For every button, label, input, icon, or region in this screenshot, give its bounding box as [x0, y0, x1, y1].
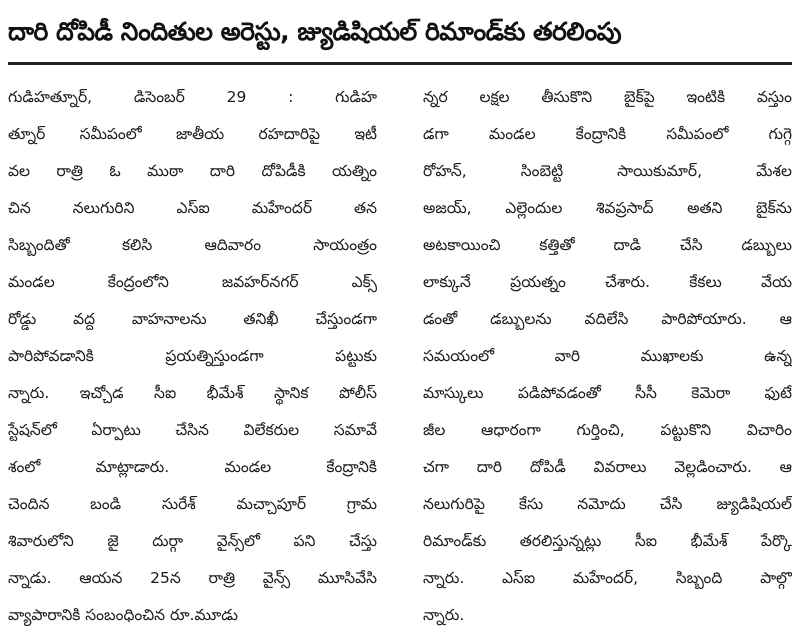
article-line: వల రాత్రి ఓ ముఠా దారి దోపిడీకి యత్నిం	[8, 162, 377, 180]
article-line: పారిపోవడానికి ప్రయత్నిస్తుండగా పట్టుకు	[8, 347, 377, 365]
article-line: అజయ్, ఎల్లెందుల శివప్రసాద్ అతని బైక్‌ను	[423, 199, 792, 217]
headline-divider	[8, 62, 792, 65]
article-line: న్నారు.	[423, 606, 465, 624]
article-line: సిబ్బందితో కలిసి ఆదివారం సాయంత్రం	[8, 236, 377, 254]
article-column-right	[417, 79, 792, 624]
article-line: మాస్కులు పడిపోవడంతో సీసీ కెమెరా ఫుటే	[423, 384, 792, 402]
article-line: న్నారు. ఎస్ఐ మహేందర్, సిబ్బంది పాల్గొ	[423, 569, 792, 587]
article-line: త్నూర్ సమీపంలో జాతీయ రహదారిపై ఇటీ	[8, 125, 377, 143]
article-line: శంలో మాట్లాడారు. మండల కేంద్రానికి	[8, 458, 377, 476]
article-line: చెందిన బండి సురేశ్ మచ్చాపూర్ గ్రామ	[8, 495, 377, 513]
article-line: జీల ఆధారంగా గుర్తించి, పట్టుకొని విచారిం	[423, 421, 792, 439]
article-line: అటకాయించి కత్తితో దాడి చేసి డబ్బులు	[423, 236, 792, 254]
article-line: మండల కేంద్రంలోని జవహర్‌నగర్ ఎక్స్	[8, 273, 377, 291]
article-body	[8, 79, 792, 624]
article-column-left	[8, 79, 383, 624]
article-line: రోహన్, సింబెట్టి సాయికుమార్, మేశల	[423, 162, 792, 180]
article-line: డగా మండల కేంద్రానికి సమీపంలో గుగ్గె	[423, 125, 792, 143]
article-line: న్నర లక్షల తీసుకొని బైక్‌పై ఇంటికి వస్తుం	[423, 88, 792, 106]
article-line: న్నాడు. ఆయన 25న రాత్రి వైన్స్ మూసివేసి	[8, 569, 377, 587]
article-line: నలుగురిపై కేసు నమోదు చేసి జ్యుడిషియల్	[423, 495, 792, 513]
article-line: రోడ్డు వద్ద వాహనాలను తనిఖీ చేస్తుండగా	[8, 310, 377, 328]
article-line: చిన నలుగురిని ఎస్ఐ మహేందర్ తన	[8, 199, 377, 217]
article-line: లాక్కునే ప్రయత్నం చేశారు. కేకలు వేయ	[423, 273, 792, 291]
article-line: సమయంలో వారి ముఖాలకు ఉన్న	[423, 347, 792, 365]
article-line: డంతో డబ్బులను వదిలేసి పారిపోయారు. ఆ	[423, 310, 792, 328]
article-line: చగా దారి దోపిడీ వివరాలు వెల్లడించారు. ఆ	[423, 458, 792, 476]
article-line: స్టేషన్‌లో ఏర్పాటు చేసిన విలేకరుల సమావే	[8, 421, 377, 439]
article-line: శివారులోని జై దుర్గా వైన్స్‌లో పని చేస్తు	[8, 532, 377, 550]
article-headline: దారి దోపిడీ నిందితుల అరెస్టు, జ్యుడిషియల్ రిమాండ్‌కు తరలింపు	[8, 17, 622, 46]
article-line: వ్యాపారానికి సంబంధించిన రూ.మూడు	[8, 606, 239, 624]
article-line: న్నారు. ఇచ్చోడ సీఐ భీమేశ్ స్థానిక పోలీస్	[8, 384, 377, 402]
article-line: రిమాండ్‌కు తరలిస్తున్నట్లు సీఐ భీమేశ్ పేర్కొ	[423, 532, 792, 550]
article-line: గుడిహత్నూర్, డిసెంబర్ 29 : గుడిహ	[8, 88, 377, 106]
